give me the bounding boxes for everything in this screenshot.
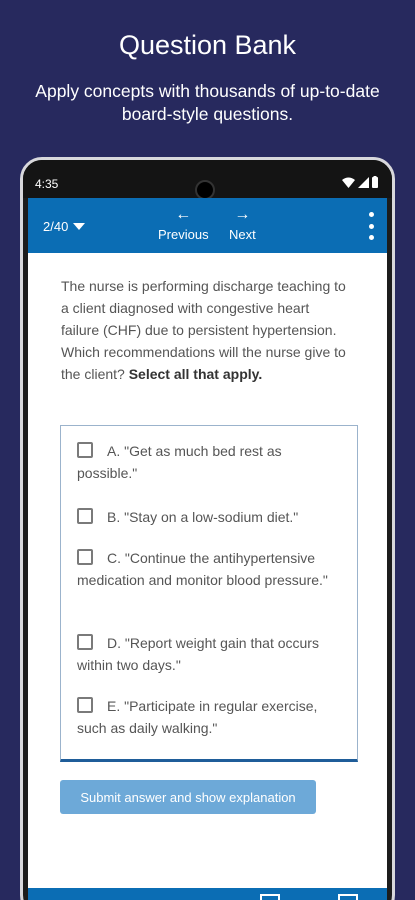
battery-icon (372, 176, 378, 188)
caret-down-icon (73, 223, 85, 230)
next-label: Next (229, 227, 256, 242)
status-time: 4:35 (35, 177, 59, 191)
promo-subtitle: Apply concepts with thousands of up-to-date board-style questions. (35, 81, 380, 124)
more-options-icon[interactable] (367, 212, 375, 240)
option-label: E. "Participate in regular exercise, such as daily walking." (77, 698, 318, 736)
previous-button[interactable] (158, 206, 209, 242)
exhibit-icon[interactable] (338, 894, 358, 900)
answer-options-panel (60, 425, 358, 762)
question-counter-dropdown[interactable] (43, 219, 85, 234)
camera-icon (195, 180, 215, 200)
option-label: B. "Stay on a low-sodium diet." (107, 509, 299, 525)
question-instruction: Select all that apply. (128, 366, 263, 382)
status-icons (342, 176, 378, 188)
option-label: D. "Report weight gain that occurs within two days." (77, 635, 319, 673)
option-e[interactable] (77, 695, 339, 739)
option-label: A. "Get as much bed rest as possible." (77, 443, 282, 481)
bottom-toolbar (28, 888, 387, 900)
option-d[interactable] (77, 632, 339, 676)
checkbox-icon[interactable] (77, 634, 93, 650)
option-label: C. "Continue the antihypertensive medication and monitor blood pressure." (77, 550, 328, 588)
question-text: The nurse is performing discharge teaching to a client diagnosed with congestive heart failure (CHF) due to persistent hypertension. Which recommendations will the nurse give to the client? (61, 278, 346, 382)
app-screen (28, 198, 387, 900)
checkbox-icon[interactable] (77, 697, 93, 713)
option-c[interactable] (77, 547, 339, 591)
signal-icon (358, 177, 369, 188)
phone-frame (20, 157, 395, 900)
checkbox-icon[interactable] (77, 442, 93, 458)
arrow-right-icon: → (234, 206, 251, 223)
next-button[interactable] (229, 206, 256, 242)
submit-answer-button[interactable]: Submit answer and show explanation (60, 780, 316, 814)
checkbox-icon[interactable] (77, 549, 93, 565)
wifi-icon (342, 177, 355, 188)
option-b[interactable] (77, 506, 339, 528)
arrow-left-icon: ← (175, 206, 192, 223)
question-counter: 2/40 (43, 219, 69, 234)
split-view-icon[interactable] (260, 894, 280, 900)
checkbox-icon[interactable] (77, 508, 93, 524)
status-bar (23, 160, 392, 198)
promo-title: Question Bank (118, 30, 297, 60)
app-bar (28, 198, 387, 253)
option-a[interactable] (77, 440, 339, 484)
previous-label: Previous (158, 227, 209, 242)
question-stem (61, 275, 351, 385)
